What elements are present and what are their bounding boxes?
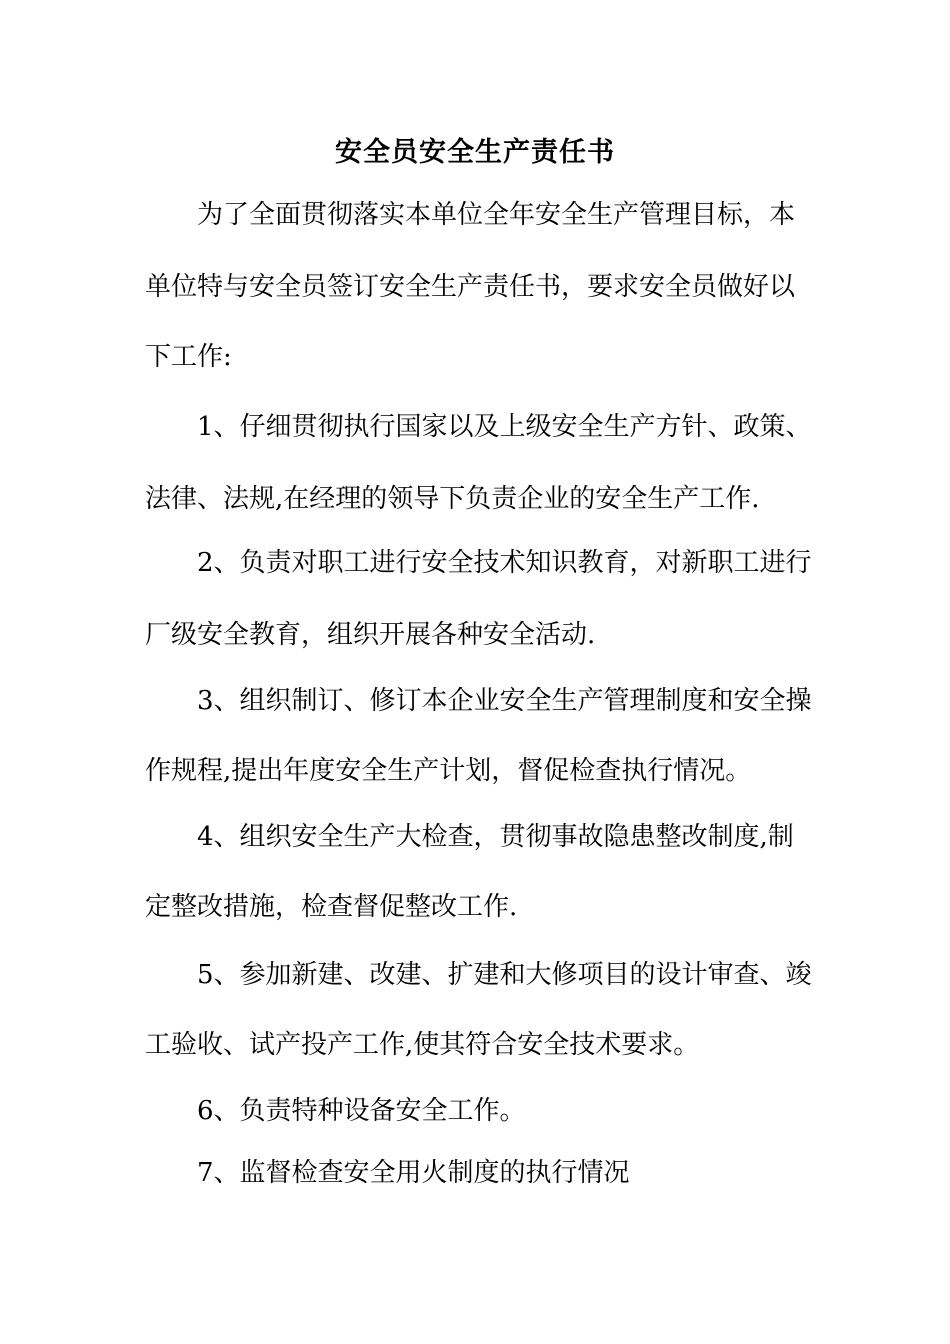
intro-line-1: 为了全面贯彻落实本单位全年安全生产管理目标，本	[197, 200, 796, 230]
item-2-line-2: 厂级安全教育，组织开展各种安全活动.	[145, 620, 596, 650]
item-2-line-1: 2、负责对职工进行安全技术知识教育，对新职工进行	[197, 548, 812, 578]
item-7-line: 7、监督检查安全用火制度的执行情况	[197, 1158, 630, 1188]
item-5-line-2: 工验收、试产投产工作,使其符合安全技术要求。	[145, 1030, 700, 1060]
item-3-line-2: 作规程,提出年度安全生产计划，督促检查执行情况。	[145, 756, 752, 786]
item-1-line-2: 法律、法规,在经理的领导下负责企业的安全生产工作.	[145, 484, 760, 514]
item-4-line-2: 定整改措施，检查督促整改工作.	[145, 892, 518, 922]
item-1-line-1: 1、仔细贯彻执行国家以及上级安全生产方针、政策、	[197, 412, 812, 442]
intro-line-2: 单位特与安全员签订安全生产责任书，要求安全员做好以	[145, 272, 796, 302]
intro-line-3: 下工作:	[145, 342, 232, 372]
item-6-line: 6、负责特种设备安全工作。	[197, 1096, 526, 1126]
item-5-line-1: 5、参加新建、改建、扩建和大修项目的设计审查、竣	[197, 960, 812, 990]
item-4-line-1: 4、组织安全生产大检查，贯彻事故隐患整改制度,制	[197, 822, 794, 852]
document-title: 安全员安全生产责任书	[335, 137, 615, 168]
item-3-line-1: 3、组织制订、修订本企业安全生产管理制度和安全操	[197, 686, 812, 716]
